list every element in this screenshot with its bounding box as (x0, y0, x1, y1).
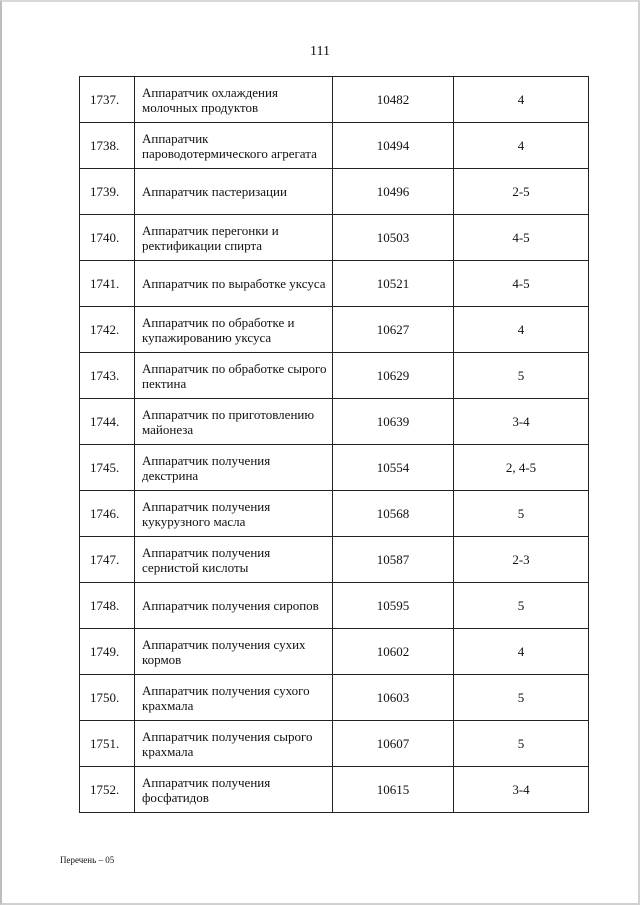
row-number: 1750. (80, 675, 135, 721)
profession-code: 10554 (333, 445, 454, 491)
grade-range: 4-5 (454, 261, 589, 307)
profession-name: Аппаратчик получения сиропов (135, 583, 333, 629)
table-row (80, 123, 589, 169)
grade-range: 4-5 (454, 215, 589, 261)
row-number: 1743. (80, 353, 135, 399)
table-row (80, 767, 589, 813)
row-number: 1744. (80, 399, 135, 445)
profession-code: 10627 (333, 307, 454, 353)
profession-code: 10494 (333, 123, 454, 169)
profession-code: 10595 (333, 583, 454, 629)
profession-name: Аппаратчик по выработке уксуса (135, 261, 333, 307)
table-row (80, 215, 589, 261)
grade-range: 4 (454, 77, 589, 123)
profession-code: 10587 (333, 537, 454, 583)
profession-name: Аппаратчик по приготовлению майонеза (135, 399, 333, 445)
grade-range: 3-4 (454, 399, 589, 445)
table-body (80, 77, 589, 813)
table-row (80, 77, 589, 123)
grade-range: 5 (454, 583, 589, 629)
profession-code: 10602 (333, 629, 454, 675)
row-number: 1752. (80, 767, 135, 813)
profession-name: Аппаратчик получения сухого крахмала (135, 675, 333, 721)
profession-code: 10629 (333, 353, 454, 399)
profession-code: 10482 (333, 77, 454, 123)
table-row (80, 583, 589, 629)
table-row (80, 537, 589, 583)
row-number: 1748. (80, 583, 135, 629)
profession-name: Аппаратчик по обработке сырого пектина (135, 353, 333, 399)
row-number: 1741. (80, 261, 135, 307)
profession-name: Аппаратчик получения фосфатидов (135, 767, 333, 813)
row-number: 1738. (80, 123, 135, 169)
profession-code: 10496 (333, 169, 454, 215)
table-row (80, 445, 589, 491)
grade-range: 4 (454, 629, 589, 675)
profession-name: Аппаратчик по обработке и купажированию уксуса (135, 307, 333, 353)
profession-code: 10568 (333, 491, 454, 537)
profession-name: Аппаратчик пастеризации (135, 169, 333, 215)
grade-range: 5 (454, 353, 589, 399)
table-row (80, 675, 589, 721)
grade-range: 5 (454, 675, 589, 721)
profession-code: 10603 (333, 675, 454, 721)
footer-document-label: Перечень – 05 (60, 855, 115, 865)
row-number: 1746. (80, 491, 135, 537)
row-number: 1739. (80, 169, 135, 215)
profession-name: Аппаратчик охлаждения молочных продуктов (135, 77, 333, 123)
grade-range: 5 (454, 721, 589, 767)
row-number: 1747. (80, 537, 135, 583)
row-number: 1740. (80, 215, 135, 261)
profession-code: 10639 (333, 399, 454, 445)
table-row (80, 721, 589, 767)
row-number: 1742. (80, 307, 135, 353)
grade-range: 2-5 (454, 169, 589, 215)
row-number: 1749. (80, 629, 135, 675)
row-number: 1737. (80, 77, 135, 123)
page-number: 111 (310, 44, 330, 59)
grade-range: 2, 4-5 (454, 445, 589, 491)
profession-code: 10503 (333, 215, 454, 261)
profession-name: Аппаратчик получения сернистой кислоты (135, 537, 333, 583)
grade-range: 4 (454, 123, 589, 169)
grade-range: 3-4 (454, 767, 589, 813)
grade-range: 4 (454, 307, 589, 353)
profession-name: Аппаратчик пароводотермического агрегата (135, 123, 333, 169)
table-row (80, 261, 589, 307)
grade-range: 5 (454, 491, 589, 537)
profession-code: 10607 (333, 721, 454, 767)
profession-name: Аппаратчик получения кукурузного масла (135, 491, 333, 537)
table-row (80, 169, 589, 215)
table-row (80, 353, 589, 399)
table-row (80, 307, 589, 353)
table-row (80, 399, 589, 445)
profession-name: Аппаратчик получения сухих кормов (135, 629, 333, 675)
profession-code: 10521 (333, 261, 454, 307)
profession-name: Аппаратчик получения сырого крахмала (135, 721, 333, 767)
profession-code: 10615 (333, 767, 454, 813)
row-number: 1745. (80, 445, 135, 491)
table-row (80, 629, 589, 675)
profession-name: Аппаратчик перегонки и ректификации спирта (135, 215, 333, 261)
row-number: 1751. (80, 721, 135, 767)
grade-range: 2-3 (454, 537, 589, 583)
table-row (80, 491, 589, 537)
profession-table (79, 76, 589, 813)
profession-name: Аппаратчик получения декстрина (135, 445, 333, 491)
